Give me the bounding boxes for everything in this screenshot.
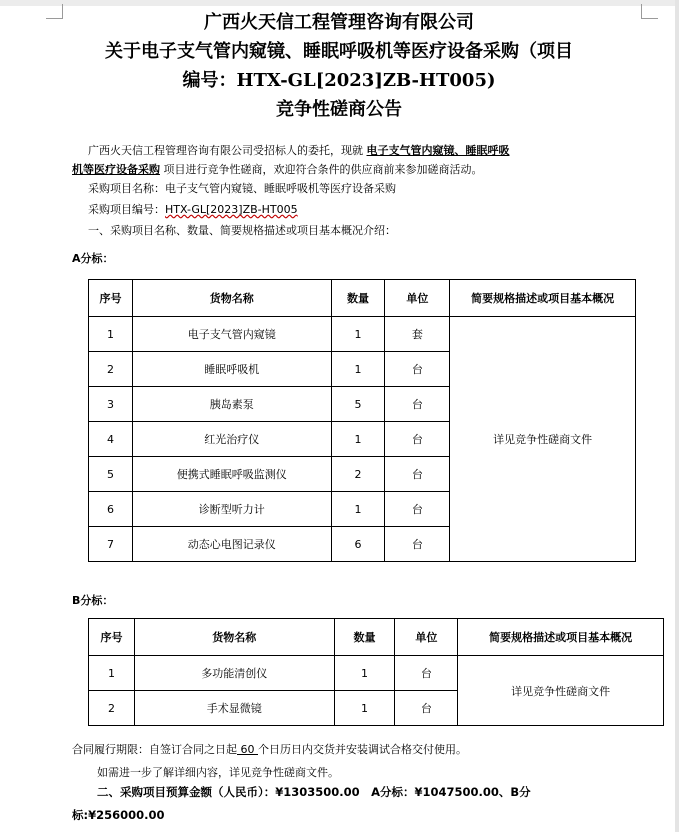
more-info: 如需进一步了解详细内容，详见竞争性磋商文件。: [97, 766, 339, 779]
quantity: 1: [331, 317, 385, 352]
project-name: 采购项目名称：电子支气管内窥镜、睡眠呼吸机等医疗设备采购: [88, 182, 396, 195]
header-cell: 数量: [331, 280, 385, 317]
unit: 套: [385, 317, 450, 352]
header-cell: 货物名称: [132, 280, 331, 317]
lot-a-label: A分标：: [72, 252, 114, 265]
row-index: 7: [89, 527, 133, 562]
margin-corner-mark: [641, 4, 658, 19]
row-index: 6: [89, 492, 133, 527]
header-cell: 货物名称: [134, 619, 334, 656]
announcement-title-line: 关于电子支气管内窥镜、睡眠呼吸机等医疗设备采购（项目: [105, 41, 573, 62]
goods-name: 动态心电图记录仪: [132, 527, 331, 562]
quantity: 1: [331, 492, 385, 527]
header-cell: 简要规格描述或项目基本概况: [450, 280, 636, 317]
unit: 台: [385, 457, 450, 492]
contract-period: [72, 741, 467, 757]
row-index: 1: [89, 317, 133, 352]
project-code-label: 采购项目编号：: [88, 203, 165, 216]
goods-name: 便携式睡眠呼吸监测仪: [132, 457, 331, 492]
row-index: 3: [89, 387, 133, 422]
unit: 台: [385, 352, 450, 387]
unit: 台: [395, 656, 458, 691]
announcement-title-line: 竞争性磋商公告: [276, 99, 402, 120]
intro-project-name: 电子支气管内窥镜、睡眠呼吸: [366, 144, 510, 157]
row-index: 1: [89, 656, 135, 691]
goods-name: 诊断型听力计: [132, 492, 331, 527]
project-code: [88, 203, 298, 217]
quantity: 1: [331, 422, 385, 457]
quantity: 2: [331, 457, 385, 492]
quantity: 1: [331, 352, 385, 387]
goods-name: 红光治疗仪: [132, 422, 331, 457]
row-index: 2: [89, 352, 133, 387]
row-index: 4: [89, 422, 133, 457]
period-days-value: 60: [240, 743, 255, 756]
intro-text: 广西火天信工程管理咨询有限公司受招标人的委托，现就: [88, 144, 363, 157]
table-row: [89, 656, 664, 691]
table-row: [89, 317, 636, 352]
lot-b-table: [88, 618, 664, 726]
row-index: 5: [89, 457, 133, 492]
period-text: 个日历日内交货并安装调试合格交付使用。: [258, 743, 467, 756]
unit: 台: [385, 422, 450, 457]
header-cell: 数量: [334, 619, 395, 656]
lot-b-label: B分标：: [72, 594, 114, 607]
quantity: 1: [334, 691, 395, 726]
intro-paragraph-cont: [72, 163, 483, 177]
quantity: 5: [331, 387, 385, 422]
header-cell: 序号: [89, 619, 135, 656]
unit: 台: [385, 527, 450, 562]
project-code-value: HTX-GL[2023]ZB-HT005: [165, 203, 298, 216]
announcement-title-line: 编号：HTX-GL[2023]ZB-HT005): [182, 70, 496, 91]
goods-name: 多功能清创仪: [134, 656, 334, 691]
scrollbar-track[interactable]: [675, 0, 679, 832]
budget-line: 二、采购项目预算金额（人民币）：¥1303500.00 A分标：¥1047500.00、B分: [97, 785, 531, 799]
company-title: 广西火天信工程管理咨询有限公司: [204, 12, 474, 33]
quantity: 6: [331, 527, 385, 562]
spec-note: 详见竞争性磋商文件: [450, 317, 636, 562]
quantity: 1: [334, 656, 395, 691]
intro-project-name: 机等医疗设备采购: [72, 163, 160, 176]
period-text: 合同履行期限：自签订合同之日起: [72, 743, 237, 756]
unit: 台: [385, 492, 450, 527]
unit: 台: [395, 691, 458, 726]
goods-name: 电子支气管内窥镜: [132, 317, 331, 352]
row-index: 2: [89, 691, 135, 726]
goods-name: 手术显微镜: [134, 691, 334, 726]
budget-line: 标:¥256000.00: [72, 808, 165, 822]
ruler-bar: [0, 0, 679, 6]
section-heading: 一、采购项目名称、数量、简要规格描述或项目基本概况介绍：: [88, 224, 396, 237]
table-header-row: [89, 280, 636, 317]
spec-note: 详见竞争性磋商文件: [458, 656, 664, 726]
header-cell: 单位: [385, 280, 450, 317]
period-days: [237, 743, 258, 756]
header-cell: 单位: [395, 619, 458, 656]
intro-text: 项目进行竞争性磋商，欢迎符合条件的供应商前来参加磋商活动。: [163, 163, 483, 176]
lot-a-table: [88, 279, 636, 562]
header-cell: 序号: [89, 280, 133, 317]
goods-name: 睡眠呼吸机: [132, 352, 331, 387]
header-cell: 简要规格描述或项目基本概况: [458, 619, 664, 656]
table-header-row: [89, 619, 664, 656]
goods-name: 胰岛素泵: [132, 387, 331, 422]
intro-paragraph: [88, 144, 510, 158]
unit: 台: [385, 387, 450, 422]
